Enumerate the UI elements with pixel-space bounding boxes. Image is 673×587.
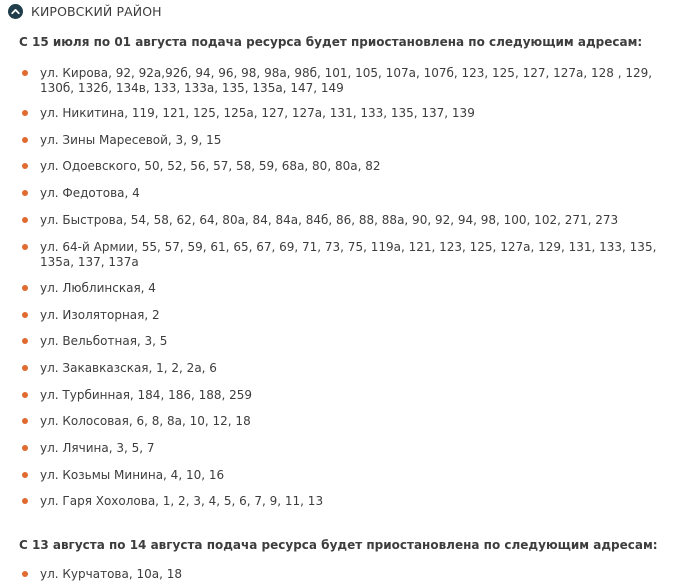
bullet-icon [22,312,28,318]
address-text: ул. Гаря Хохолова, 1, 2, 3, 4, 5, 6, 7, 9, 11, 13 [40,494,324,508]
bullet-icon [22,472,28,478]
district-title: КИРОВСКИЙ РАЙОН [31,3,162,19]
bullet-icon [22,70,28,76]
address-text: ул. Люблинская, 4 [40,281,156,295]
address-text: ул. Никитина, 119, 121, 125, 125а, 127, 127а, 131, 133, 135, 137, 139 [40,106,475,120]
bullet-icon [22,137,28,143]
bullet-icon [22,571,28,577]
address-text: ул. Кирова, 92, 92а,92б, 94, 96, 98, 98а, 98б, 101, 105, 107а, 107б, 123, 125, 127, 127а, 128 , 129, 130б, 132б, 134в, 133, 133а, 135, 135а, 147, 149 [40,66,653,95]
bullet-icon [22,217,28,223]
address-text: ул. Лячина, 3, 5, 7 [40,441,155,455]
address-text: ул. Козьмы Минина, 4, 10, 16 [40,468,225,482]
bullet-icon [22,110,28,116]
address-text: ул. 64-й Армии, 55, 57, 59, 61, 65, 67, 69, 71, 73, 75, 119а, 121, 123, 125, 127а, 129, 131, 133, 135, 135а, 137, 137а [40,240,657,269]
section-intro-1: С 15 июля по 01 августа подача ресурса будет приостановлена по следующим адресам: [19,35,643,49]
bullet-icon [22,163,28,169]
bullet-icon [22,244,28,250]
address-text: ул. Турбинная, 184, 186, 188, 259 [40,388,253,402]
address-text: ул. Вельботная, 3, 5 [40,334,168,348]
address-text: ул. Колосовая, 6, 8, 8а, 10, 12, 18 [40,414,251,428]
chevron-up-icon[interactable] [8,4,23,19]
bullet-icon [22,285,28,291]
address-text: ул. Курчатова, 10а, 18 [40,567,182,581]
bullet-icon [22,445,28,451]
bullet-icon [22,338,28,344]
address-text: ул. Зины Маресевой, 3, 9, 15 [40,133,222,147]
bullet-icon [22,392,28,398]
bullet-icon [22,418,28,424]
address-text: ул. Изоляторная, 2 [40,308,160,322]
address-text: ул. Закавказская, 1, 2, 2а, 6 [40,361,217,375]
section-intro-2: С 13 августа по 14 августа подача ресурса будет приостановлена по следующим адресам: [19,538,658,552]
bullet-icon [22,498,28,504]
address-text: ул. Одоевского, 50, 52, 56, 57, 58, 59, 68а, 80, 80а, 82 [40,159,381,173]
address-text: ул. Федотова, 4 [40,186,140,200]
address-text: ул. Быстрова, 54, 58, 62, 64, 80а, 84, 84а, 84б, 86, 88, 88а, 90, 92, 94, 98, 100, 102, 271, 273 [40,213,619,227]
district-header[interactable] [8,2,162,20]
bullet-icon [22,365,28,371]
bullet-icon [22,190,28,196]
